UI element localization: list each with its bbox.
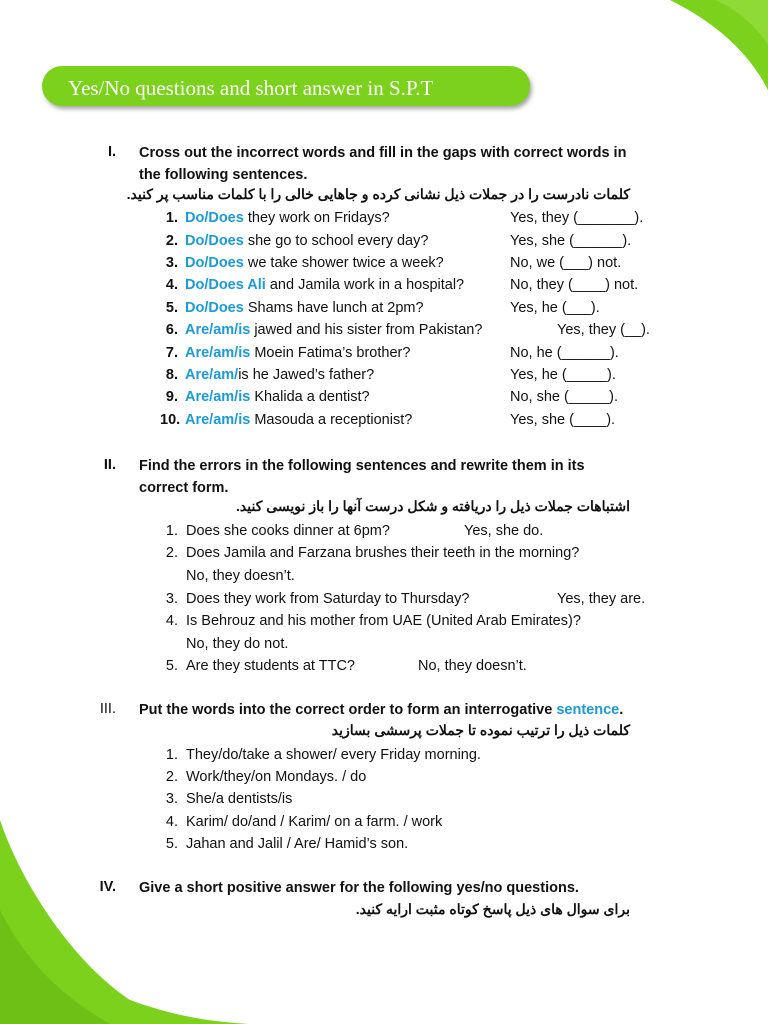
section-2-persian-instruction: اشتباهات جملات ذیل را دریافته و شکل درست آنها را باز نویسی کنید. <box>236 498 630 514</box>
section-1-persian-instruction: کلمات نادرست را در جملات ذیل نشانی کرده و جاهایی خالی را با کلمات مناسب پر کنید. <box>126 186 630 202</box>
page-title: Yes/No questions and short answer in S.P.T <box>68 76 434 100</box>
answer-blank: Yes, they (__). <box>557 322 650 338</box>
answer-text: No, they doesn’t. <box>418 658 527 674</box>
section-1-heading-line2: the following sentences. <box>139 167 308 183</box>
answer-blank: Yes, she (______). <box>510 233 632 249</box>
section-1-heading-line1: Cross out the incorrect words and fill in the gaps with correct words in <box>139 145 627 161</box>
section-2-heading-line1: Find the errors in the following sentences and rewrite them in its <box>139 458 585 474</box>
answer-text: No, they do not. <box>186 636 289 652</box>
section-2-heading-line2: correct form. <box>139 480 229 496</box>
section-1-number: I. <box>107 144 116 160</box>
answer-blank: No, we (___) not. <box>510 255 622 271</box>
answer-blank: No, they (____) not. <box>510 277 639 293</box>
answer-blank: Yes, he (___). <box>510 300 600 316</box>
answer-blank: No, he (______). <box>510 345 619 361</box>
answer-blank: Yes, she (____). <box>510 412 616 428</box>
answer-blank: No, she (_____). <box>510 389 619 405</box>
section-4-number: IV. <box>99 879 116 895</box>
answer-blank: Yes, they (_______). <box>510 210 644 226</box>
sentence-highlight: sentence <box>556 702 620 718</box>
section-4-persian-instruction: برای سوال های ذیل پاسخ کوتاه مثبت ارایه کنید. <box>355 901 630 917</box>
top-right-green-corner <box>600 0 768 90</box>
section-3-number: III. <box>99 701 116 717</box>
section-1-heading <box>139 142 679 186</box>
section-2-number: II. <box>103 457 116 473</box>
section-4-heading: Give a short positive answer for the following yes/no questions. <box>139 880 579 896</box>
answer-blank: Yes, he (_____). <box>510 367 616 383</box>
section-3-persian-instruction: کلمات ذیل را ترتیب نموده تا جملات پرسشی بسازید <box>331 722 630 738</box>
section-2-heading <box>139 455 679 499</box>
answer-text: No, they doesn’t. <box>186 568 295 584</box>
section-3-heading: Put the words into the correct order to form an interrogative sentence. <box>139 702 624 718</box>
answer-text: Yes, they are. <box>557 591 646 607</box>
answer-text: Yes, she do. <box>464 523 544 539</box>
